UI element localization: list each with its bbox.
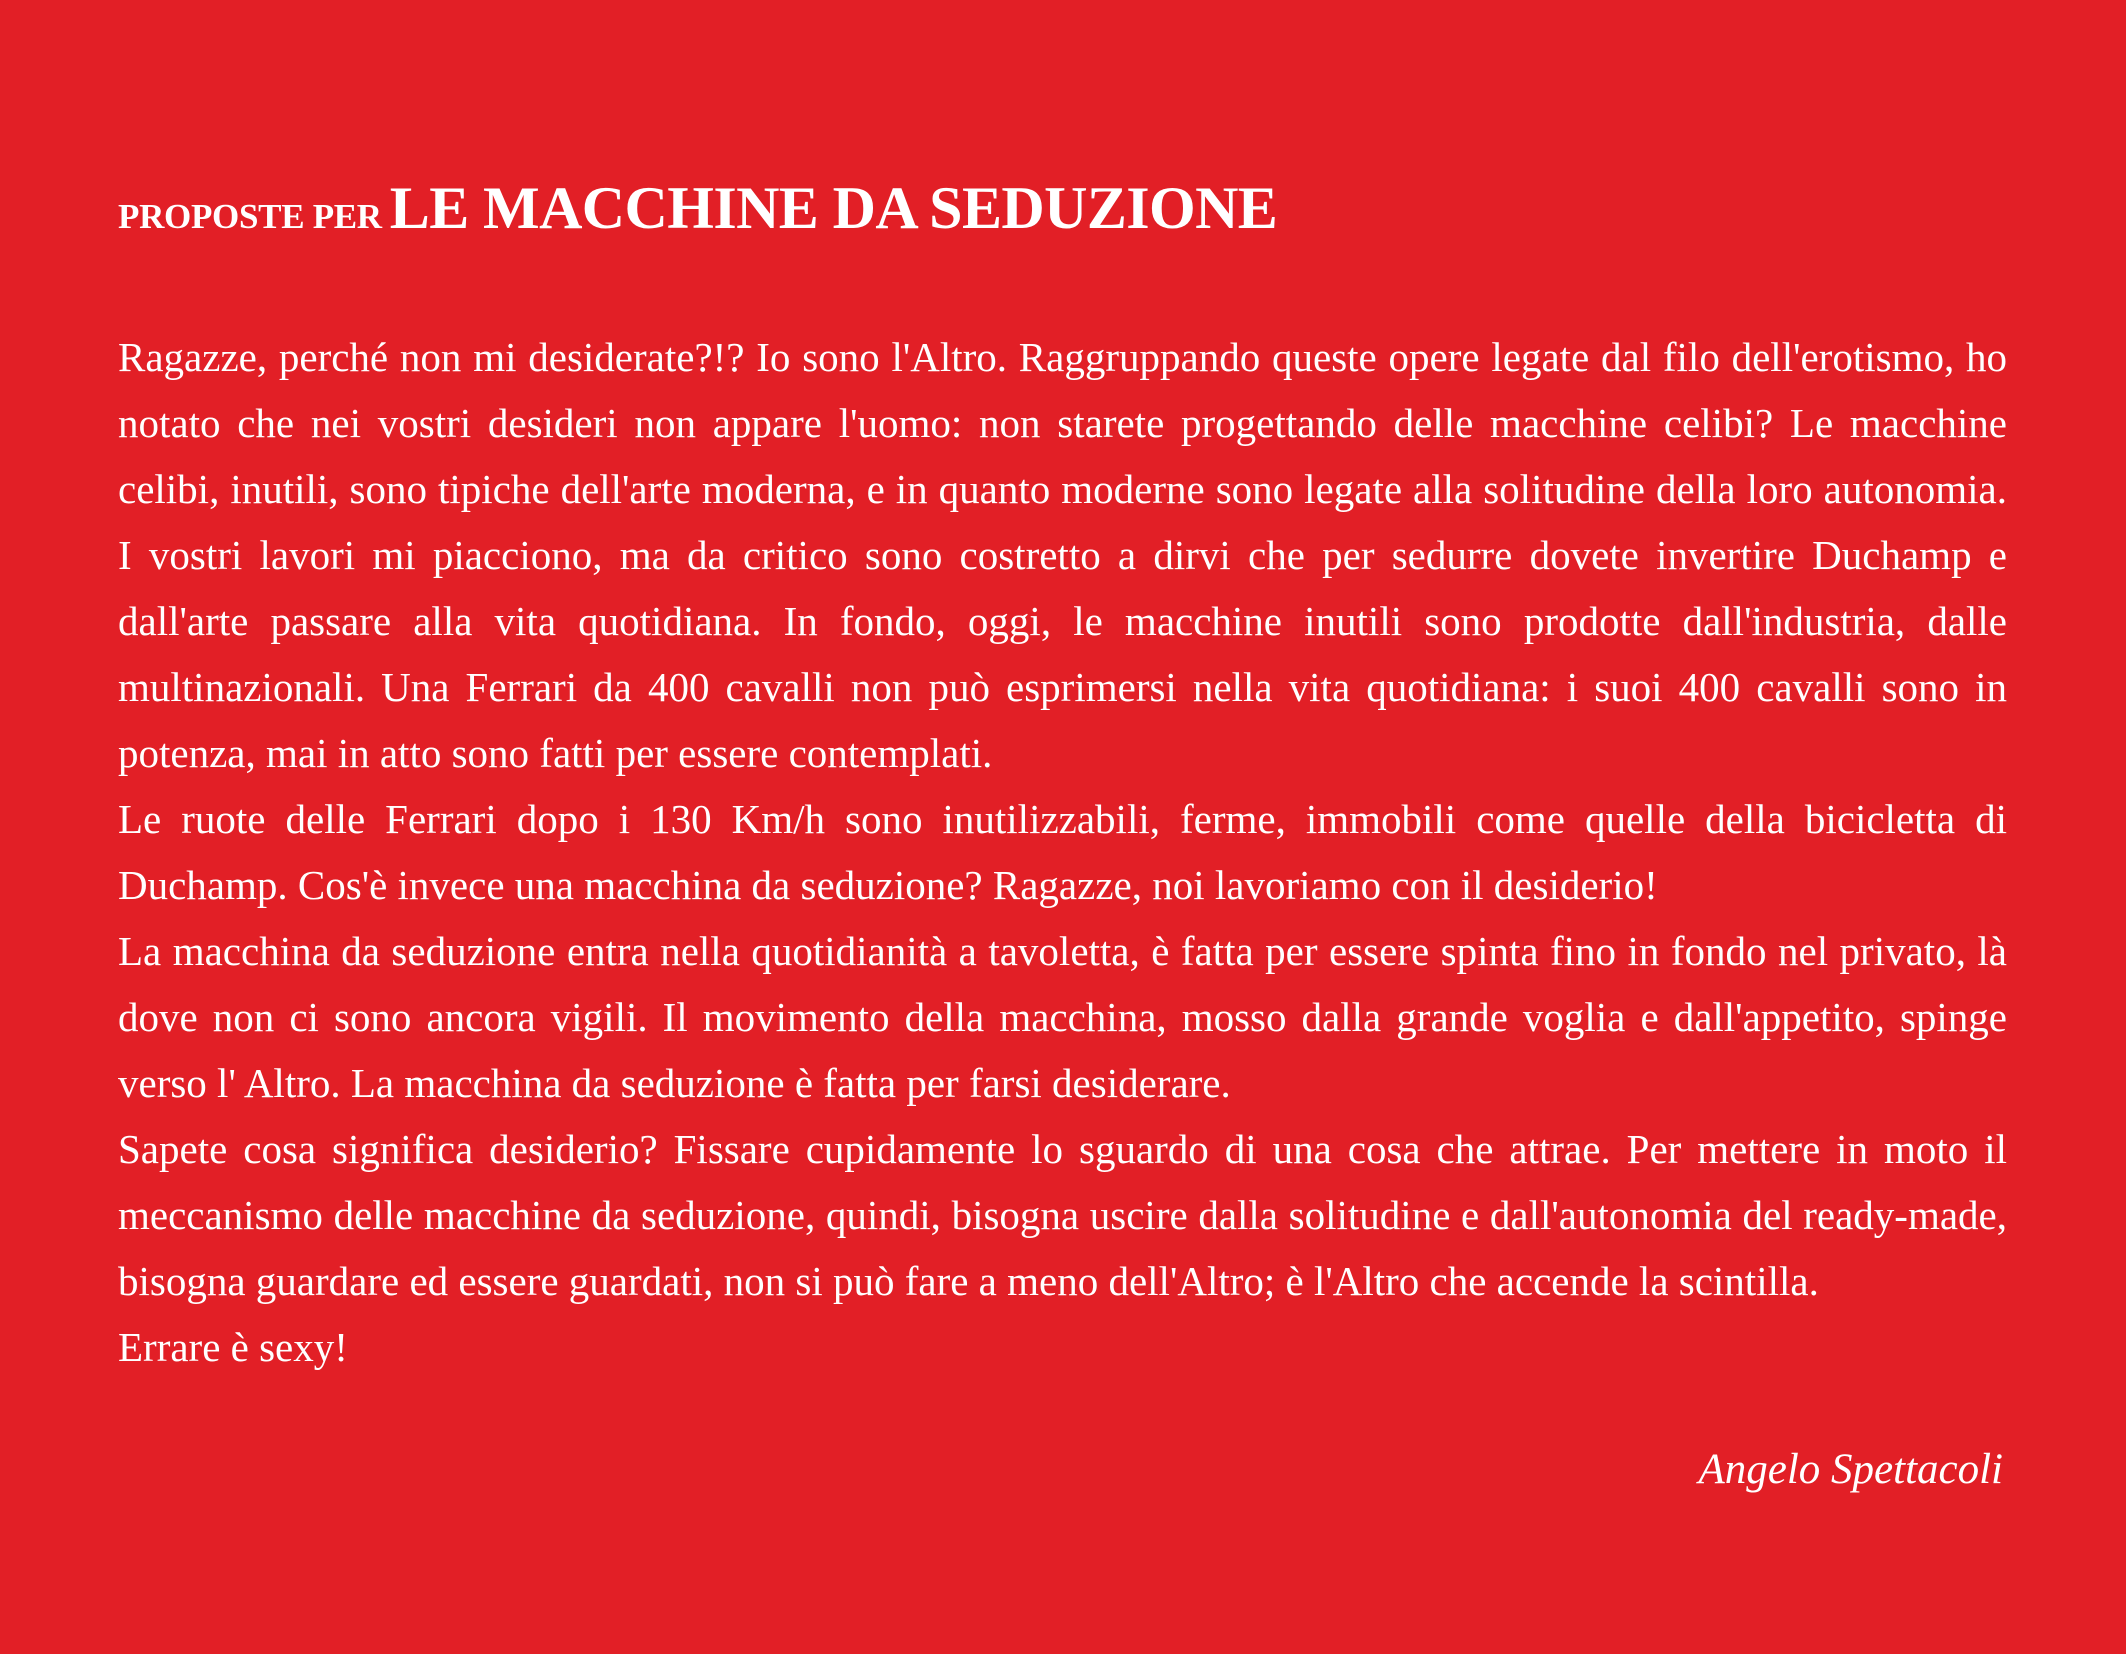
paragraph-4: Sapete cosa significa desiderio? Fissare cupidamente lo sguardo di una cosa che attrae. Per mettere in moto il meccanismo delle macchine da seduzione, quindi, bisogna uscire dalla solitudine e dall'autonomia del ready-made, bisogna guardare ed essere guardati, non si può fare a meno dell'Altro; è l'Altro che accende la scintilla.	[118, 1126, 2007, 1304]
document-title	[118, 175, 1278, 241]
title-prefix: PROPOSTE PER	[118, 197, 382, 236]
title-main: LE MACCHINE DA SEDUZIONE	[389, 175, 1278, 241]
author-signature: Angelo Spettacoli	[1698, 1446, 2003, 1493]
body-text	[118, 324, 2007, 1380]
paragraph-5: Errare è sexy!	[118, 1324, 348, 1370]
paragraph-1: Ragazze, perché non mi desiderate?!? Io sono l'Altro. Raggruppando queste opere legate dal filo dell'erotismo, ho notato che nei vostri desideri non appare l'uomo: non starete progettando delle macchine celibi? Le macchine celibi, inutili, sono tipiche dell'arte moderna, e in quanto moderne sono legate alla solitudine della loro autonomia. I vostri lavori mi piacciono, ma da critico sono costretto a dirvi che per sedurre dovete invertire Duchamp e dall'arte passare alla vita quotidiana. In fondo, oggi, le macchine inutili sono prodotte dall'industria, dalle multinazionali. Una Ferrari da 400 cavalli non può esprimersi nella vita quotidiana: i suoi 400 cavalli sono in potenza, mai in atto sono fatti per essere contemplati.	[118, 334, 2007, 776]
paragraph-2: Le ruote delle Ferrari dopo i 130 Km/h sono inutilizzabili, ferme, immobili come quelle della bicicletta di Duchamp. Cos'è invece una macchina da seduzione? Ragazze, noi lavoriamo con il desiderio!	[118, 796, 2007, 908]
paragraph-3: La macchina da seduzione entra nella quotidianità a tavoletta, è fatta per essere spinta fino in fondo nel privato, là dove non ci sono ancora vigili. Il movimento della macchina, mosso dalla grande voglia e dall'appetito, spinge verso l' Altro. La macchina da seduzione è fatta per farsi desiderare.	[118, 928, 2007, 1106]
